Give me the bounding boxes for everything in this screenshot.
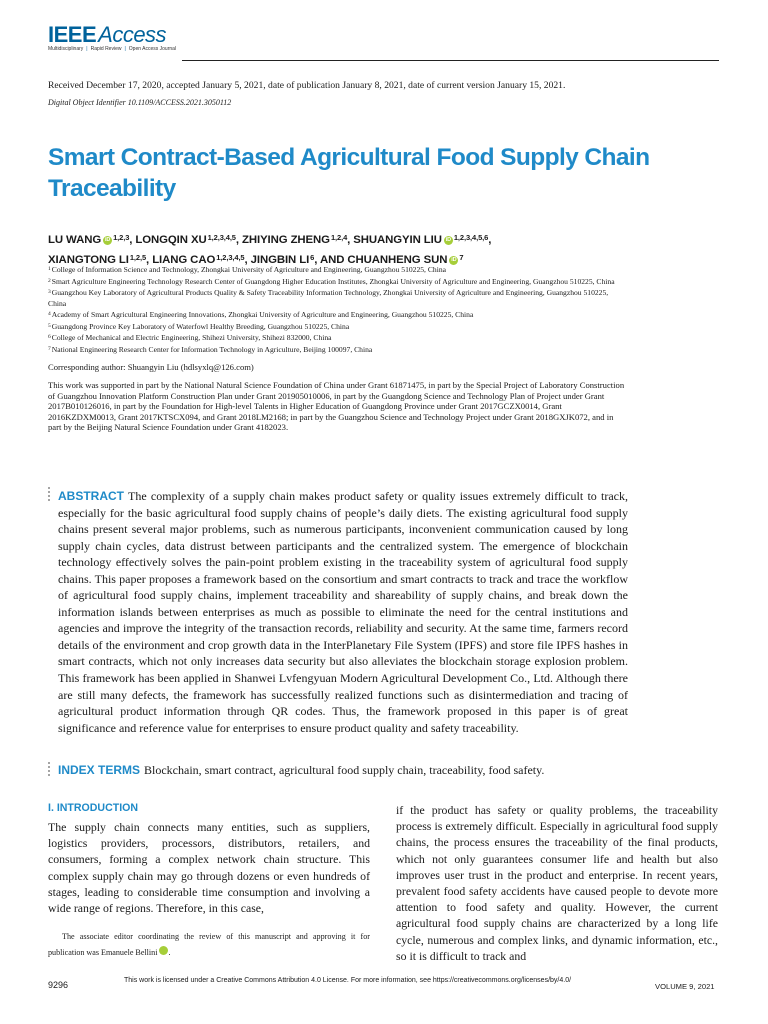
logo-access: Access xyxy=(98,22,167,47)
author-name: XIANGTONG LI xyxy=(48,254,129,266)
affiliation-text: Guangdong Province Key Laboratory of Waterfowl Healthy Breeding, Guangzhou 510225, China xyxy=(51,321,350,331)
index-terms-label: INDEX TERMS xyxy=(58,763,141,777)
author[interactable] xyxy=(135,234,235,246)
author-name: LU WANG xyxy=(48,234,102,246)
affiliation-number: 5 xyxy=(48,322,51,329)
affiliation xyxy=(48,321,618,333)
author-affil-sup: 1,2,4 xyxy=(330,233,348,242)
affiliation-number: 2 xyxy=(48,277,51,284)
index-terms xyxy=(58,763,658,778)
author-affil-sup: 7 xyxy=(459,253,464,262)
affiliation-number: 6 xyxy=(48,334,51,340)
index-terms-text: Blockchain, smart contract, agricultural food supply chain, traceability, food safety. xyxy=(144,763,545,777)
affiliation xyxy=(48,264,618,276)
funding-statement: This work was supported in part by the National Natural Science Foundation of China under Grant 61871475, in part by the Special Project of Laboratory Construction of Guangzhou Innovation Platform Construction Plan under Grant 201905010006, in part by the Guangdong Science and Technology Plan of Project under Grant 2017B010126016, in part by the Foundation for High-level Talents in Higher Education of Guangdong Province under Grant 2017GCZX0014, Grant 2016KZDXM0013, Grant 2017KTSCX094, and Grant 2018LM2168; in part by the Guangzhou Science and Technology Project under Grant 2018GXJK072, and in part by the Beijing Natural Science Foundation under Grant 4182023. xyxy=(48,380,625,433)
affiliation xyxy=(48,332,618,344)
affiliation-text: Smart Agriculture Engineering Technology Research Center of Guangdong Higher Education Institutes, Zhongkai University of Agriculture and Engineering, Guangzhou 510225, China xyxy=(51,276,615,286)
affiliation-text: College of Information Science and Technology, Zhongkai University of Agriculture and Engineering, Guangzhou 510225, China xyxy=(51,265,446,274)
affiliation-text: College of Mechanical and Electric Engineering, Shihezi University, Shihezi 832000, China xyxy=(51,333,332,342)
journal-logo xyxy=(48,22,166,48)
section-heading: I. INTRODUCTION xyxy=(48,802,139,814)
author-list: LU WANG iD $^{1,2,3}$, LONGQIN XU$^{1,2,3,4,5}$, ZHIYING ZHENG$^{1,2,4}$, SHUANGYIN LIU iD $^{1,2,3,4,5,6}$, XIANGTONG LI$^{1,2,5}$, LIANG CAO$^{1,2,3,4,5}$, JINGBIN $LI^6$, AND CHUANHENG SUN iD $^7$ xyxy=(48,233,492,266)
author-affil-sup: 1,2,3,4,5 xyxy=(216,253,245,262)
author-name: LONGQIN XU xyxy=(135,234,207,246)
tagline-separator: | xyxy=(86,46,88,52)
author-name: LIANG CAO xyxy=(152,254,216,266)
affiliation xyxy=(48,344,618,356)
author[interactable] xyxy=(48,234,129,246)
logo-ieee: IEEE xyxy=(48,22,97,47)
author[interactable] xyxy=(353,234,488,246)
affiliation xyxy=(48,287,618,309)
author-affil-sup: 6 xyxy=(310,253,315,262)
orcid-icon[interactable]: iD xyxy=(445,237,452,243)
author[interactable] xyxy=(242,234,347,246)
affiliation-text: National Engineering Research Center for Information Technology in Agriculture, Beijing 100097, China xyxy=(51,344,373,354)
affiliation-number: 3 xyxy=(48,289,51,295)
affiliation-number: 7 xyxy=(48,345,51,352)
author-name: SHUANGYIN LIU xyxy=(353,234,442,246)
affiliation-text: Academy of Smart Agricultural Engineering Innovations, Zhongkai University of Agriculture and Engineering, Guangzhou 510225, China xyxy=(51,310,474,319)
author-name: ZHIYING ZHENG xyxy=(242,234,330,246)
page-number: 9296 xyxy=(48,980,69,990)
journal-tagline xyxy=(48,46,176,52)
author-affil-sup: 1,2,3,4,5 xyxy=(207,233,236,242)
doi: Digital Object Identifier 10.1109/ACCESS.2021.3050112 xyxy=(48,98,232,107)
tagline-separator: | xyxy=(124,46,126,52)
author-affil-sup: 1,2,3 xyxy=(113,233,130,242)
author-name: AND CHUANHENG SUN xyxy=(319,254,448,266)
tagline-item: Multidisciplinary xyxy=(48,46,84,52)
paper-title: Smart Contract-Based Agricultural Food Supply Chain Traceability xyxy=(48,144,650,202)
header-rule xyxy=(182,60,719,61)
tagline-item: Rapid Review xyxy=(90,46,122,52)
author-affil-sup: 1,2,5 xyxy=(129,253,147,262)
author-affil-sup: 1,2,3,4,5,6 xyxy=(453,233,489,242)
corresponding-author: Corresponding author: Shuangyin Liu (hdlsyxlq@126.com) xyxy=(48,362,254,372)
tagline-item: Open Access Journal xyxy=(128,46,177,52)
affiliation-number: 4 xyxy=(48,311,51,317)
index-terms-marker-icon xyxy=(48,762,50,776)
orcid-icon[interactable]: iD xyxy=(104,237,111,243)
editor-footnote: The associate editor coordinating the review of this manuscript and approving it for publication was Emanuele Bellini iD. xyxy=(48,932,370,957)
license-notice[interactable]: This work is licensed under a Creative Commons Attribution 4.0 License. For more information, see https://creativecommons.org/licenses/by/4.0/ xyxy=(124,977,572,984)
affiliation xyxy=(48,276,618,288)
abstract-text: The complexity of a supply chain makes product safety or quality issues extremely difficult to track, especially for the basic agricultural food supply chains of people’s daily diets. The existing agricultural food supply chains present several major problems, such as numerous participants, inconvenient communication caused by long supply chain cycles, data distrust between participants and the centralized system. The emergence of blockchain technology effectively solves the pain-point problem existing in the traceability system of agricultural food supply chains. This paper proposes a framework based on the consortium and smart contracts to track and trace the workflow of agricultural food supply chains, implement traceability and shareability of supply chains, and break down the information islands between enterprises as much as possible to eliminate the need for the central institutions and agencies and improve the integrity of the transaction records, reliability and security. At the same time, farmers record details of the environment and crop growth data in the InterPlanetary File System (IPFS) and store file IPFS hashes in smart contracts, which not only increases data security but also alleviates the blockchain storage explosion problem. This framework has been applied in Shanwei Lvfengyuan Modern Agricultural Development Co., Ltd. Although there are still many defects, the framework has successfully realized functions such as disintermediation and tracing of agricultural product information through QR codes. Thus, the framework proposed in this paper is of great significance and reference value for enterprises to ensure product quality and safety traceability. xyxy=(58,489,628,735)
orcid-icon[interactable]: iD xyxy=(159,946,168,955)
orcid-icon[interactable]: iD xyxy=(451,257,457,263)
author-name: JINGBIN LI xyxy=(250,254,310,266)
body-column-left: The supply chain connects many entities, such as suppliers, logistics providers, processors, distributors, retailers, and consumers, forming a complex network chain structure. This complex supply chain may go through dozens or even hundreds of stages, leading to considerable time consumption and involving a wide range of regions. Therefore, in this case, xyxy=(48,820,370,916)
affiliation-number: 1 xyxy=(48,266,51,272)
body-column-right: if the product has safety or quality problems, the traceability process is extremely difficult. Especially in agricultural food supply chains, the process ensures the traceability of the final products, which not only guarantees consumer life and health but also improves user trust in the product and enterprise. In recent years, prevalent food safety accidents have caused people to devote more attention to food safety and quality. However, the current agricultural food supply chains are characterized by a long life cycle, numerous and complex links, and dynamic information, etc., so it is difficult to track and xyxy=(396,803,718,963)
abstract xyxy=(58,488,628,736)
affiliation xyxy=(48,309,618,321)
volume-info: VOLUME 9, 2021 xyxy=(655,982,715,991)
received-dates: Received December 17, 2020, accepted January 5, 2021, date of publication January 8, 2021, date of current version January 15, 2021. xyxy=(48,80,566,91)
abstract-marker-icon xyxy=(48,487,50,501)
footnote-text: The associate editor coordinating the review of this manuscript and approving it for publication was Emanuele Bellini xyxy=(48,932,370,957)
affiliation-text: Guangzhou Key Laboratory of Agricultural Products Quality & Safety Traceability Information Technology, Zhongkai University of Agriculture and Engineering, Guangzhou 510225, China xyxy=(48,288,609,308)
abstract-label: ABSTRACT xyxy=(58,489,124,503)
affiliations xyxy=(48,264,618,355)
